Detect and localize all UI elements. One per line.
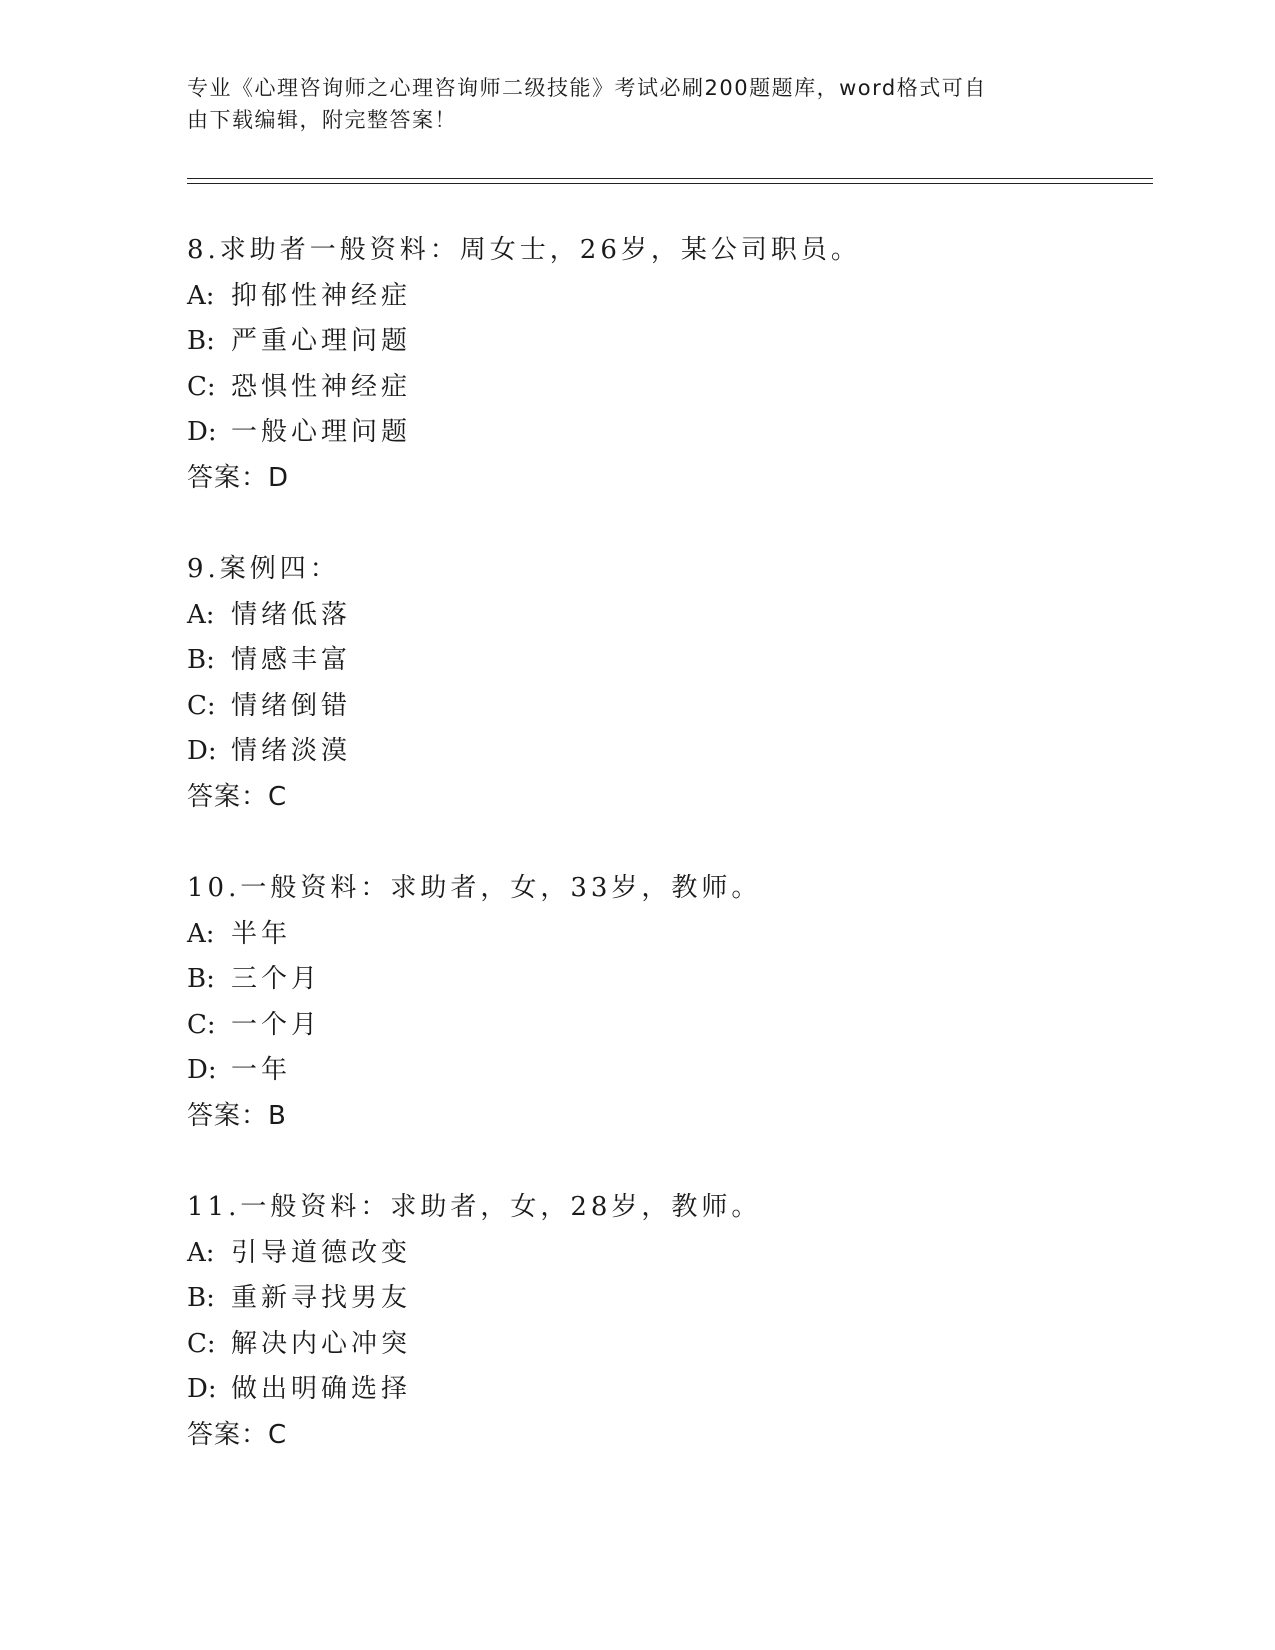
option-text: 一年 <box>231 1055 292 1085</box>
option-text: 情绪倒错 <box>231 690 352 721</box>
option-text: 抑郁性神经症 <box>231 280 412 311</box>
option-letter: C: <box>187 1009 216 1040</box>
option-letter: C: <box>187 1328 216 1359</box>
option-letter: B: <box>187 645 215 675</box>
answer-line: 答案：C <box>187 1419 288 1450</box>
option-letter: A: <box>187 280 215 311</box>
question-block <box>187 866 1087 1139</box>
option-letter: C: <box>187 371 216 402</box>
option-c <box>187 1003 1087 1049</box>
header-line-1: 专业《心理咨询师之心理咨询师二级技能》考试必刷200题题库，word格式可自 <box>187 76 987 100</box>
option-letter: D: <box>187 1374 217 1404</box>
option-d <box>187 1367 1087 1413</box>
question-stem: 8.求助者一般资料：周女士，26岁，某公司职员。 <box>187 235 861 265</box>
question-block <box>187 228 1087 501</box>
option-d <box>187 1048 1087 1094</box>
question-block <box>187 1185 1087 1458</box>
option-letter: B: <box>187 964 215 994</box>
header-divider-bottom <box>187 183 1153 184</box>
option-letter: D: <box>187 736 217 766</box>
option-letter: B: <box>187 326 215 356</box>
option-b <box>187 1276 1087 1322</box>
answer-line: 答案：B <box>187 1100 287 1131</box>
answer-line: 答案：D <box>187 462 290 493</box>
option-letter: A: <box>187 1237 215 1268</box>
option-b <box>187 957 1087 1003</box>
question-stem: 10.一般资料：求助者，女，33岁，教师。 <box>187 873 762 903</box>
option-text: 引导道德改变 <box>231 1237 412 1268</box>
option-text: 恐惧性神经症 <box>231 371 412 402</box>
question-stem: 11.一般资料：求助者，女，28岁，教师。 <box>187 1192 762 1222</box>
answer-line: 答案：C <box>187 781 288 812</box>
option-text: 情绪低落 <box>231 599 352 630</box>
option-text: 做出明确选择 <box>231 1374 412 1404</box>
option-text: 情感丰富 <box>231 645 352 675</box>
option-letter: B: <box>187 1283 215 1313</box>
option-b <box>187 319 1087 365</box>
document-header <box>187 72 1067 136</box>
option-text: 半年 <box>231 918 292 949</box>
header-line-2: 由下载编辑，附完整答案！ <box>187 108 457 132</box>
option-letter: D: <box>187 1055 217 1085</box>
option-a <box>187 1231 1087 1277</box>
option-c <box>187 365 1087 411</box>
question-block <box>187 547 1087 820</box>
option-b <box>187 638 1087 684</box>
option-text: 重新寻找男友 <box>231 1283 412 1313</box>
option-a <box>187 593 1087 639</box>
option-text: 三个月 <box>231 964 322 994</box>
option-text: 严重心理问题 <box>231 326 412 356</box>
option-text: 解决内心冲突 <box>231 1328 412 1359</box>
option-letter: D: <box>187 417 217 447</box>
option-text: 一个月 <box>231 1009 322 1040</box>
option-c <box>187 1322 1087 1368</box>
option-letter: A: <box>187 599 215 630</box>
header-divider-top <box>187 178 1153 179</box>
option-a <box>187 274 1087 320</box>
option-letter: C: <box>187 690 216 721</box>
question-stem: 9.案例四： <box>187 554 340 584</box>
option-d <box>187 729 1087 775</box>
option-text: 一般心理问题 <box>231 417 412 447</box>
option-c <box>187 684 1087 730</box>
option-a <box>187 912 1087 958</box>
option-d <box>187 410 1087 456</box>
option-letter: A: <box>187 918 215 949</box>
option-text: 情绪淡漠 <box>231 736 352 766</box>
